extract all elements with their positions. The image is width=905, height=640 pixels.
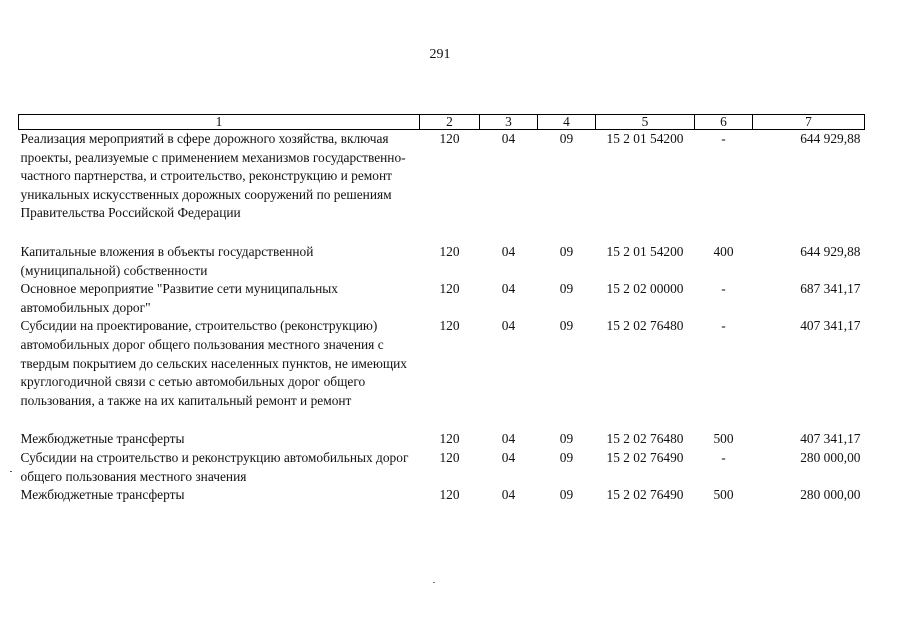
header-col-6: 6	[695, 115, 753, 130]
header-row	[19, 115, 865, 130]
row-code-4: 09	[559, 431, 574, 447]
row-amount: 687 341,17	[800, 281, 861, 297]
row-name: Реализация мероприятий в сфере дорожного хозяйства, включая проекты, реализуемые с применением механизмов государственно-частного партнерства, и строительство, реконструкцию и ремонт уникальных искусственных дорожных сооружений по решениям Правительства Российской Федерации	[20, 131, 406, 221]
scan-artifact	[433, 582, 435, 583]
row-code-2: 120	[439, 487, 460, 503]
row-amount: 644 929,88	[800, 131, 861, 146]
row-code-2: 120	[439, 131, 460, 146]
row-code-3: 04	[501, 281, 516, 297]
table-row	[19, 486, 865, 505]
table-row	[19, 280, 865, 317]
row-code-2: 120	[439, 243, 460, 259]
row-code-2: 120	[439, 281, 460, 297]
row-code-6: 400	[713, 243, 734, 259]
row-code-3: 04	[501, 487, 516, 503]
row-amount: 644 929,88	[800, 243, 861, 259]
row-name: Основное мероприятие "Развитие сети муниципальных автомобильных дорог"	[20, 281, 338, 315]
row-code-3: 04	[501, 243, 516, 259]
row-code-2: 120	[439, 318, 460, 334]
table-row	[19, 243, 865, 280]
row-name: Капитальные вложения в объекты государственной (муниципальной) собственности	[20, 243, 314, 278]
row-name: Субсидии на строительство и реконструкцию автомобильных дорог общего пользования местного значения	[20, 449, 409, 484]
row-amount: 280 000,00	[800, 449, 861, 465]
row-code-2: 120	[439, 431, 460, 447]
row-code-3: 04	[501, 131, 516, 146]
row-code-6: -	[721, 318, 726, 334]
table-row	[19, 430, 865, 449]
row-amount: 407 341,17	[800, 318, 861, 334]
header-col-2: 2	[420, 115, 480, 130]
row-code-4: 09	[559, 449, 574, 465]
row-code-6: -	[721, 281, 726, 297]
row-code-4: 09	[559, 318, 574, 334]
header-col-5: 5	[596, 115, 695, 130]
row-amount: 407 341,17	[800, 431, 861, 447]
row-code-5: 15 2 01 54200	[606, 131, 684, 146]
row-code-3: 04	[501, 449, 516, 465]
header-col-4: 4	[538, 115, 596, 130]
row-code-5: 15 2 02 76480	[606, 431, 684, 447]
page-number: 291	[429, 47, 451, 62]
header-col-3: 3	[480, 115, 538, 130]
row-code-6: -	[721, 449, 726, 465]
row-code-3: 04	[501, 431, 516, 447]
budget-table	[18, 114, 865, 505]
row-amount: 280 000,00	[800, 487, 861, 503]
row-code-6: 500	[713, 487, 734, 503]
table-row	[19, 449, 865, 486]
row-code-4: 09	[559, 131, 574, 146]
table-row	[19, 130, 865, 243]
row-code-6: 500	[713, 431, 734, 447]
row-code-4: 09	[559, 243, 574, 259]
row-code-5: 15 2 02 76490	[606, 449, 684, 465]
row-code-5: 15 2 02 76480	[606, 318, 684, 334]
row-code-4: 09	[559, 487, 574, 503]
row-code-5: 15 2 01 54200	[606, 243, 684, 259]
scan-artifact	[10, 471, 12, 472]
row-name: Межбюджетные трансферты	[20, 431, 185, 447]
row-code-3: 04	[501, 318, 516, 334]
header-col-1: 1	[19, 115, 420, 130]
row-code-5: 15 2 02 00000	[606, 281, 684, 297]
row-code-4: 09	[559, 281, 574, 297]
row-code-2: 120	[439, 449, 460, 465]
row-code-5: 15 2 02 76490	[606, 487, 684, 503]
row-name: Межбюджетные трансферты	[20, 487, 185, 503]
header-col-7: 7	[753, 115, 865, 130]
row-code-6: -	[721, 131, 726, 146]
row-name: Субсидии на проектирование, строительство (реконструкцию) автомобильных дорог общего пользования местного значения с твердым покрытием до сельских населенных пунктов, не имеющих круглогодичной связи с сетью автомобильных дорог общего пользования, а также на их капитальный ремонт и ремонт	[20, 318, 408, 408]
table-row	[19, 317, 865, 430]
